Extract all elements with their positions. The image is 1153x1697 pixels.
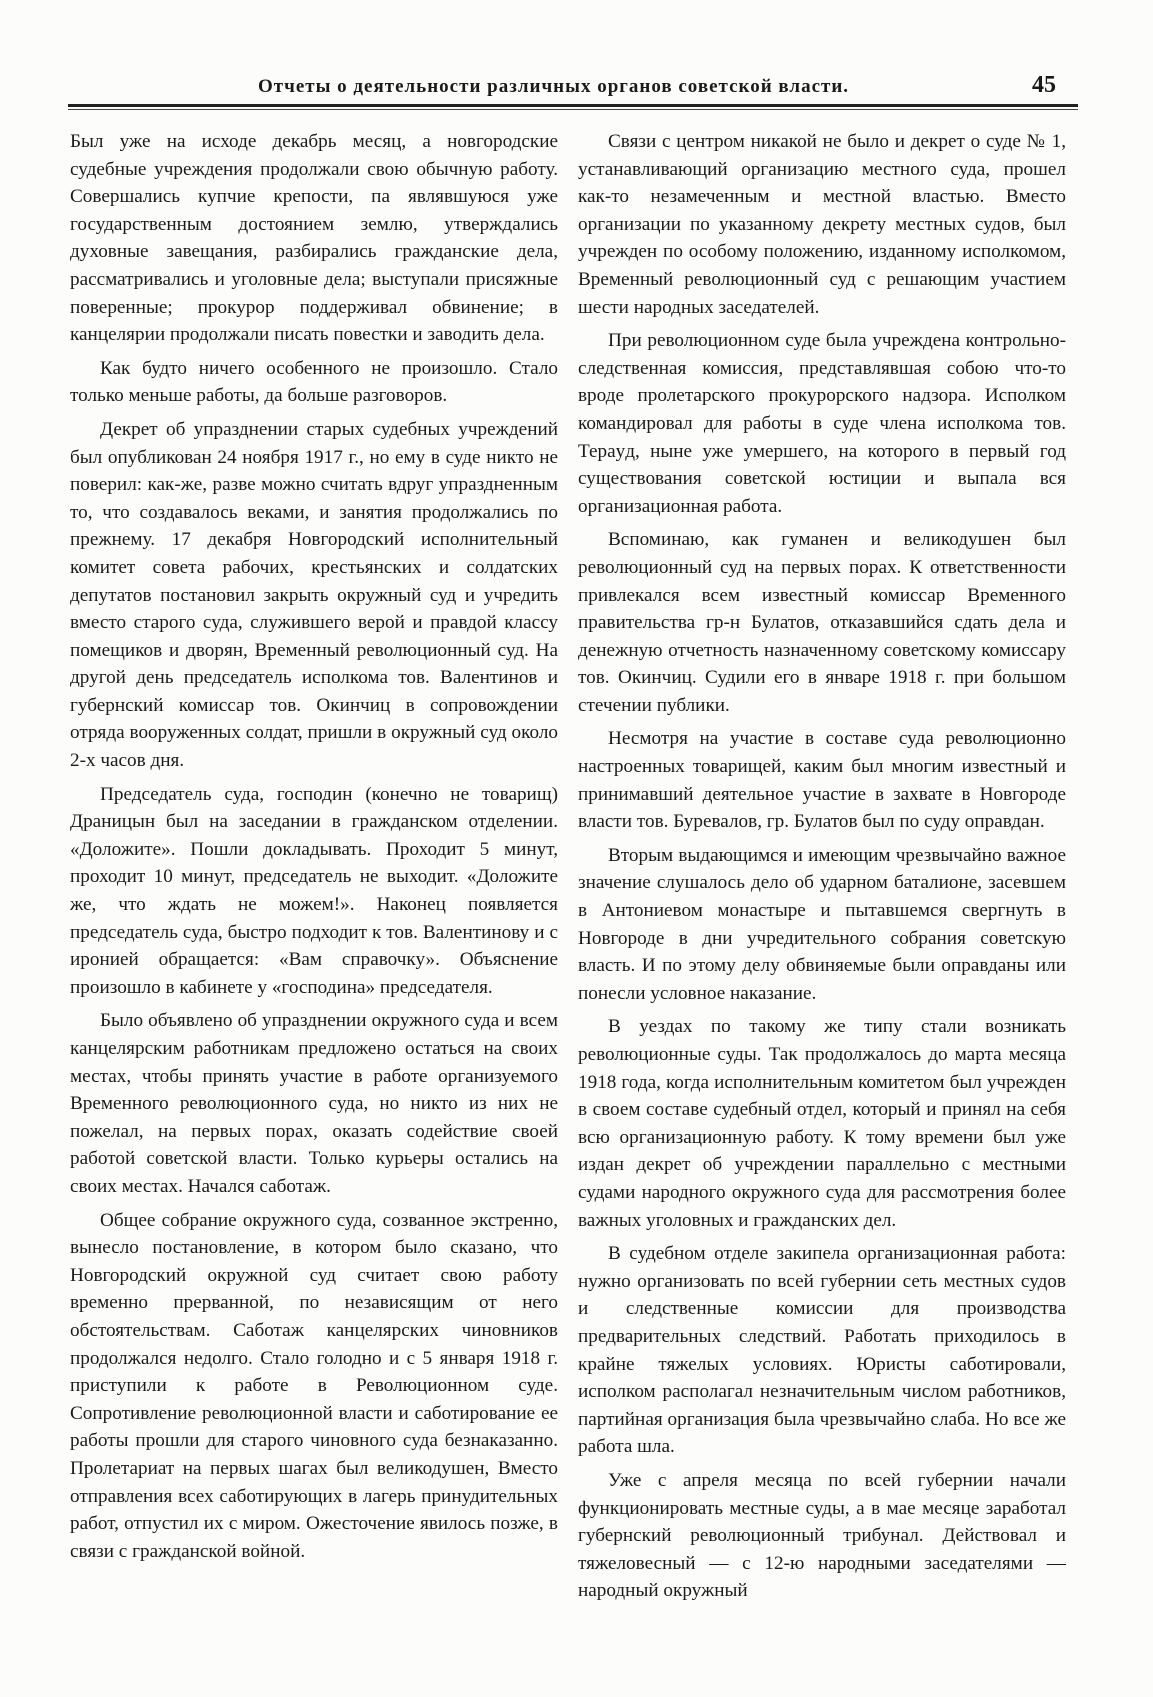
running-header (68, 70, 1078, 102)
paragraph: Как будто ничего особенного не произошло. Стало только меньше работы, да больше разговоров. (70, 357, 558, 407)
paragraph: Вторым выдающимся и имеющим чрезвычайно важное значение слушалось дело об ударном баталионе, засевшем в Антониевом монастыре и пытавшемся свергнуть в Новгороде в дни учредительного собрания советскую власть. И по этому делу обвиняемые были оправданы или понесли условное наказание. (578, 844, 1066, 1004)
paragraph: Общее собрание окружного суда, созванное экстренно, вынесло постановление, в котором было сказано, что Новгородский окружной суд считает свою работу временно прерванной, по независящим от него обстоятельствам. Саботаж канцелярских чиновников продолжался недолго. Стало голодно и с 5 января 1918 г. приступили к работе в Революционном суде. Сопротивление революционной власти и саботирование ее работы прошли для старого чиновного суда безнаказанно. Пролетариат на первых шагах был великодушен, Вместо отправления всех саботирующих в лагерь принудительных работ, отпустил их с миром. Ожесточение явилось позже, в связи с гражданской войной. (70, 1209, 558, 1562)
paragraph: Декрет об упразднении старых судебных учреждений был опубликован 24 ноября 1917 г., но ему в суде никто не поверил: как-же, разве можно считать вдруг упраздненным то, что создавалось веками, и занятия продолжались по прежнему. 17 декабря Новгородский исполнительный комитет совета рабочих, крестьянских и солдатских депутатов постановил закрыть окружный суд и учредить вместо старого суда, служившего верой и правдой классу помещиков и дворян, Временный революционный суд. На другой день председатель исполкома тов. Валентинов и губернский комиссар тов. Окинчиц в сопровождении отряда вооруженных солдат, пришли в окружный суд около 2-х часов дня. (70, 418, 558, 772)
page-number: 45 (1032, 72, 1056, 98)
paragraph: Был уже на исходе декабрь месяц, а новгородские судебные учреждения продолжали свою обычную работу. Совершались купчие крепости, па являвшуюся уже государственным достоянием землю, утверждались духовные завещания, разбирались гражданские дела, рассматривались и уголовные дела; выступали присяжные поверенные; прокурор поддерживал обвинение; в канцелярии продолжали писать повестки и заводить дела. (70, 131, 558, 346)
paragraph: Вспоминаю, как гуманен и великодушен был революционный суд на первых порах. К ответственности привлекался всем известный комиссар Временного правительства гр-н Булатов, отказавшийся сдать дела и денежную отчетность назначенному советскому комиссару тов. Окинчиц. Судили его в январе 1918 г. при большом стечении публики. (578, 529, 1066, 716)
paragraph: В судебном отделе закипела организационная работа: нужно организовать по всей губернии сеть местных судов и следственные комиссии для производства предварительных следствий. Работать приходилось в крайне тяжелых условиях. Юристы саботировали, исполком располагал незначительным числом работников, партийная организация была чрезвычайно слаба. Но все же работа шла. (578, 1243, 1066, 1458)
paragraph: Уже с апреля месяца по всей губернии начали функционировать местные суды, а в мае месяце заработал губернский революционный трибунал. Действовал и тяжеловесный — с 12-ю народными заседателями — народный окружный (578, 1469, 1066, 1602)
paragraph: Несмотря на участие в составе суда революционно настроенных товарищей, каким был многим известный и принимавший деятельное участие в захвате в Новгороде власти тов. Буревалов, гр. Булатов был по суду оправдан. (578, 728, 1066, 833)
right-column (578, 128, 1066, 1611)
paragraph: Было объявлено об упразднении окружного суда и всем канцелярским работникам предложено остаться на своих местах, чтобы принять участие в работе организуемого Временного революционного суда, но никто из них не пожелал, на первых порах, оказать содействие своей работой советской власти. Только курьеры остались на своих местах. Начался саботаж. (70, 1010, 558, 1197)
paragraph: При революционном суде была учреждена контрольно-следственная комиссия, представлявшая собою что-то вроде пролетарского прокурорского надзора. Исполком командировал для работы в суде члена исполкома тов. Тераyд, ныне уже умершего, на которого в первый год существования советской юстиции и выпала вся организационная работа. (578, 330, 1066, 517)
paragraph: Председатель суда, господин (конечно не товарищ) Драницын был на заседании в гражданском отделении. «Доложите». Пошли докладывать. Проходит 5 минут, проходит 10 минут, председатель не выходит. «Доложите же, что ждать не можем!». Наконец появляется председатель суда, быстро подходит к тов. Валентинову и с иронией обращается: «Вам справочку». Объяснение произошло в кабинете у «господина» председателя. (70, 783, 558, 998)
paragraph: Связи с центром никакой не было и декрет о суде № 1, устанавливающий организацию местного суда, прошел как-то незамеченным и местной властью. Вместо организации по указанному декрету местных судов, был учрежден по особому положению, изданному исполкомом, Временный революционный суд с решающим участием шести народных заседателей. (578, 131, 1066, 318)
header-rule-thin (68, 109, 1078, 110)
paragraph: В уездах по такому же типу стали возникать революционные суды. Так продолжалось до марта месяца 1918 года, когда исполнительным комитетом был учрежден в своем составе судебный отдел, который и принял на себя всю организационную работу. К тому времени был уже издан декрет об учреждении параллельно с местными судами народного окружного суда для рассмотрения более важных уголовных и гражданских дел. (578, 1016, 1066, 1231)
header-rule (68, 104, 1078, 107)
left-column (70, 128, 558, 1571)
running-header-title: Отчеты о деятельности различных органов советской власти. (258, 76, 850, 97)
